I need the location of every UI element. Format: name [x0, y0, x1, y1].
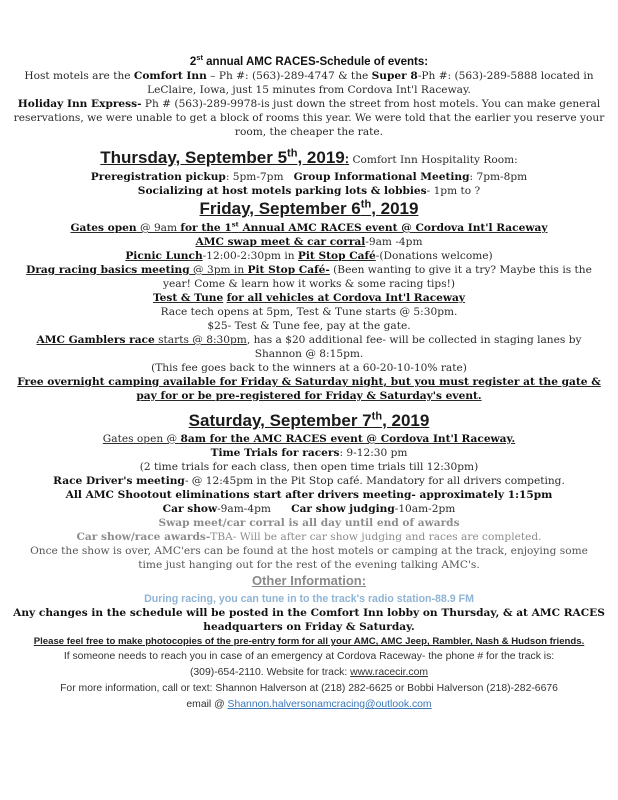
holiday-inn-line: Holiday Inn Express- Ph # (563)-289-9978-is just down the street from host motels. You can make general	[17, 98, 601, 110]
friday-test-tune: Test & Tune for all vehicles at Cordova Int'l Raceway	[152, 292, 466, 304]
thursday-heading: Thursday, September 5th, 2019: Comfort Inn Hospitality Room:	[100, 147, 518, 167]
friday-swap-meet: AMC swap meet & car corral-9am -4pm	[195, 236, 423, 248]
saturday-after-show-2: time just hanging out for the rest of the evening talking AMC's.	[138, 559, 480, 571]
host-motels-line: Host motels are the Comfort Inn – Ph #: (563)-289-4747 & the Super 8-Ph #: (563)-289-5888 located in	[24, 70, 594, 82]
emergency-info: If someone needs to reach you in case of an emergency at Cordova Raceway- the phone # for the track is:	[63, 651, 555, 662]
photocopies-note: Please feel free to make photocopies of the pre-entry form for all your AMC, AMC Jeep, Rambler, Nash & Hudson friends.	[33, 636, 585, 647]
friday-drag-note: year! Come & learn how it works & some racing tips!)	[162, 278, 456, 290]
rate-line: room, the cheaper the rate.	[234, 126, 384, 138]
email-line: email @ Shannon.halversonamcracing@outlook.com	[186, 699, 432, 710]
host-location-line: LeClaire, Iowa, just 15 minutes from Cordova Int'l Raceway.	[147, 84, 471, 96]
friday-heading: Friday, September 6th, 2019	[199, 198, 419, 218]
friday-gates: Gates open @ 9am for the 1st Annual AMC RACES event @ Cordova Int'l Raceway	[70, 220, 548, 234]
friday-camping: Free overnight camping available for Friday & Saturday night, but you must register at the gate &	[17, 376, 601, 388]
thursday-prereg: Preregistration pickup: 5pm-7pm Group Informational Meeting: 7pm-8pm	[90, 171, 528, 183]
saturday-drivers-meeting: Race Driver's meeting- @ 12:45pm in the Pit Stop café. Mandatory for all drivers competing.	[53, 475, 565, 487]
radio-info: During racing, you can tune in to the track's radio station-88.9 FM	[144, 593, 474, 605]
document-title: 2st annual AMC RACES-Schedule of events:	[189, 53, 429, 68]
friday-drag-basics: Drag racing basics meeting @ 3pm in Pit Stop Café- (Been wanting to give it a try? Maybe this is the	[26, 264, 592, 276]
friday-payout: (This fee goes back to the winners at a 60-20-10-10% rate)	[151, 362, 467, 374]
other-info-heading: Other Information:	[251, 573, 367, 588]
friday-gamblers-note: Shannon @ 8:15pm.	[254, 348, 364, 360]
saturday-car-show: Car show-9am-4pm Car show judging-10am-2pm	[162, 503, 456, 515]
friday-fee: $25- Test & Tune fee, pay at the gate.	[207, 320, 411, 332]
friday-camping-2: pay for or be pre-registered for Friday & Saturday's event.	[136, 390, 482, 402]
saturday-awards: Car show/race awards-TBA- Will be after car show judging and races are completed.	[76, 531, 542, 543]
schedule-changes-2: headquarters on Friday & Saturday.	[203, 621, 415, 633]
saturday-heading: Saturday, September 7th, 2019	[188, 410, 430, 430]
schedule-changes: Any changes in the schedule will be posted in the Comfort Inn lobby on Thursday, & at AMC RACES	[13, 607, 605, 619]
thursday-social: Socializing at host motels parking lots & lobbies- 1pm to ?	[137, 185, 481, 197]
friday-picnic: Picnic Lunch-12:00-2:30pm in Pit Stop Café-(Donations welcome)	[125, 250, 493, 262]
saturday-shootout: All AMC Shootout eliminations start after drivers meeting- approximately 1:15pm	[65, 489, 553, 501]
reservations-line: reservations, we were unable to get a block of rooms this year. We were told that the earlier you reserve your	[13, 112, 605, 124]
saturday-gates: Gates open @ 8am for the AMC RACES event @ Cordova Int'l Raceway.	[102, 433, 516, 445]
track-phone-website: (309)-654-2110. Website for track: www.racecir.com	[189, 667, 429, 678]
contact-info: For more information, call or text: Shannon Halverson at (218) 282-6625 or Bobbi Halverson (218)-282-6676	[60, 683, 558, 694]
friday-race-tech: Race tech opens at 5pm, Test & Tune starts @ 5:30pm.	[160, 306, 458, 318]
friday-gamblers: AMC Gamblers race starts @ 8:30pm, has a $20 additional fee- will be collected in staging lanes by	[36, 334, 582, 346]
saturday-swap: Swap meet/car corral is all day until end of awards	[158, 517, 460, 529]
saturday-trials-note: (2 time trials for each class, then open time trials till 12:30pm)	[139, 461, 479, 473]
saturday-time-trials: Time Trials for racers: 9-12:30 pm	[210, 447, 408, 459]
email-link[interactable]: Shannon.halversonamcracing@outlook.com	[227, 699, 432, 710]
saturday-after-show: Once the show is over, AMC'ers can be found at the host motels or camping at the track, enjoying some	[30, 545, 588, 557]
website-link[interactable]: www.racecir.com	[350, 667, 429, 678]
